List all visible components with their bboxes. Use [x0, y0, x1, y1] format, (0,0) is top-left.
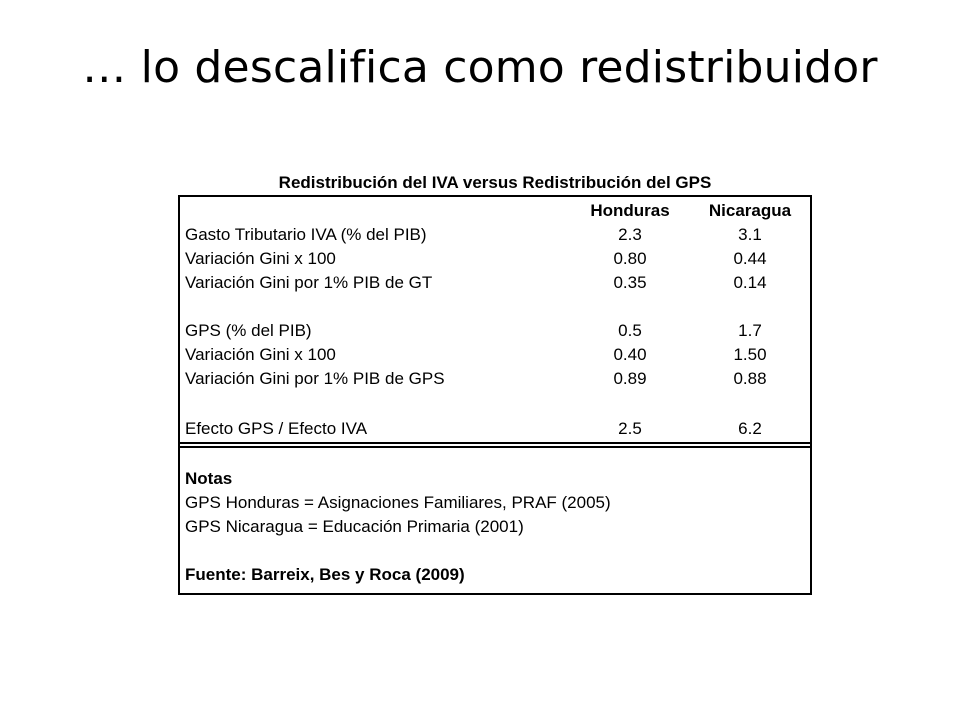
- table-header-row: [180, 199, 810, 223]
- notes-heading-row: [180, 467, 810, 491]
- note-text: GPS Honduras = Asignaciones Familiares, PRAF (2005): [185, 493, 611, 512]
- source-row: [180, 563, 810, 587]
- row-label: GPS (% del PIB): [185, 321, 312, 340]
- source-text: Fuente: Barreix, Bes y Roca (2009): [185, 565, 465, 584]
- table-row: [180, 271, 810, 295]
- double-rule-divider: [180, 442, 810, 448]
- row-label: Gasto Tributario IVA (% del PIB): [185, 225, 427, 244]
- cell-nicaragua: 1.50: [733, 345, 767, 364]
- row-label: Efecto GPS / Efecto IVA: [185, 419, 368, 438]
- table-row: [180, 247, 810, 271]
- cell-nicaragua: 0.44: [733, 249, 767, 268]
- row-label: Variación Gini por 1% PIB de GT: [185, 273, 433, 292]
- cell-honduras: 0.80: [613, 249, 647, 268]
- row-label: Variación Gini x 100: [185, 249, 336, 268]
- row-label: Variación Gini x 100: [185, 345, 336, 364]
- cell-honduras: 0.40: [613, 345, 647, 364]
- table-row: [180, 319, 810, 343]
- note-row: [180, 515, 810, 539]
- cell-honduras: 0.5: [618, 321, 642, 340]
- cell-nicaragua: 1.7: [738, 321, 762, 340]
- row-label: Variación Gini por 1% PIB de GPS: [185, 369, 445, 388]
- column-header-honduras: Honduras: [590, 201, 670, 220]
- table-caption: Redistribución del IVA versus Redistribución del GPS: [278, 173, 712, 192]
- cell-honduras: 0.89: [613, 369, 647, 388]
- column-header-nicaragua: Nicaragua: [708, 201, 792, 220]
- cell-honduras: 0.35: [613, 273, 647, 292]
- table-row: [180, 223, 810, 247]
- slide-title: … lo descalifica como redistribuidor: [82, 42, 878, 93]
- table-row: [180, 367, 810, 391]
- cell-nicaragua: 0.14: [733, 273, 767, 292]
- cell-nicaragua: 6.2: [738, 419, 762, 438]
- notes-heading: Notas: [185, 469, 233, 488]
- cell-nicaragua: 0.88: [733, 369, 767, 388]
- data-table: [178, 195, 812, 595]
- note-row: [180, 491, 810, 515]
- note-text: GPS Nicaragua = Educación Primaria (2001): [185, 517, 524, 536]
- cell-nicaragua: 3.1: [738, 225, 762, 244]
- cell-honduras: 2.5: [618, 419, 642, 438]
- table-row: [180, 343, 810, 367]
- table-row: [180, 417, 810, 441]
- cell-honduras: 2.3: [618, 225, 642, 244]
